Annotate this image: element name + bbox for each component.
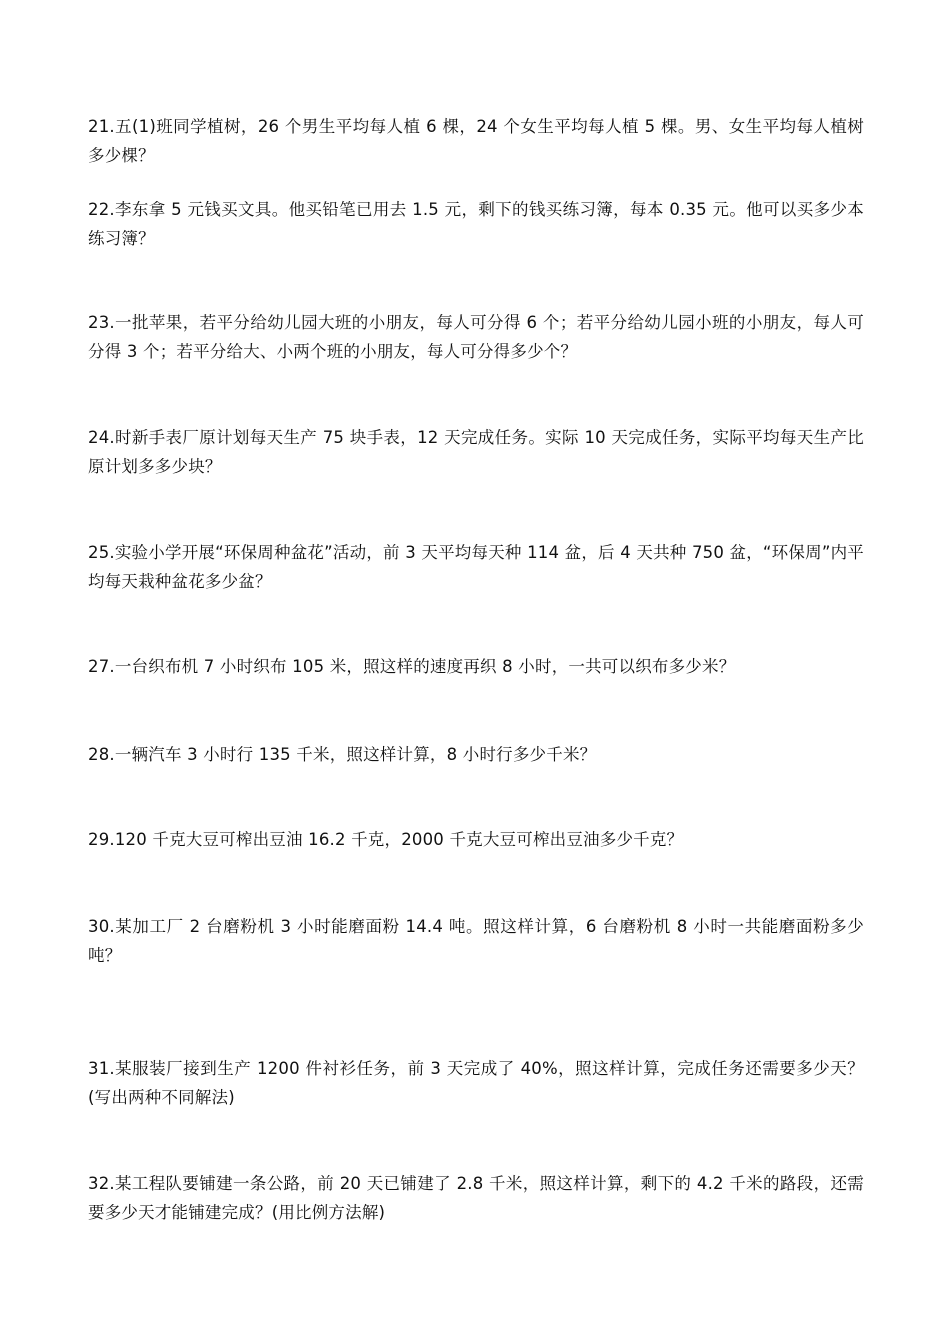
problem-29: 29.120 千克大豆可榨出豆油 16.2 千克，2000 千克大豆可榨出豆油多少千克？	[88, 830, 684, 849]
problem-22: 22.李东拿 5 元钱买文具。他买铅笔已用去 1.5 元，剩下的钱买练习簿，每本 0.35 元。他可以买多少本练习簿？	[88, 200, 864, 248]
problem-21: 21.五(1)班同学植树，26 个男生平均每人植 6 棵，24 个女生平均每人植 5 棵。男、女生平均每人植树多少棵？	[88, 117, 864, 165]
problem-24: 24.时新手表厂原计划每天生产 75 块手表，12 天完成任务。实际 10 天完成任务，实际平均每天生产比原计划多多少块？	[88, 428, 864, 476]
problem-30: 30.某加工厂 2 台磨粉机 3 小时能磨面粉 14.4 吨。照这样计算，6 台磨粉机 8 小时一共能磨面粉多少吨？	[88, 917, 864, 965]
problem-25: 25.实验小学开展“环保周种盆花”活动，前 3 天平均每天种 114 盆，后 4 天共种 750 盆，“环保周”内平均每天栽种盆花多少盆？	[88, 543, 864, 591]
problem-28: 28.一辆汽车 3 小时行 135 千米，照这样计算，8 小时行多少千米？	[88, 745, 597, 764]
problem-27: 27.一台织布机 7 小时织布 105 米，照这样的速度再织 8 小时，一共可以织布多少米？	[88, 657, 736, 676]
problem-31: 31.某服装厂接到生产 1200 件衬衫任务，前 3 天完成了 40%，照这样计算，完成任务还需要多少天？(写出两种不同解法)	[88, 1059, 864, 1107]
problem-23: 23.一批苹果，若平分给幼儿园大班的小朋友，每人可分得 6 个；若平分给幼儿园小班的小朋友，每人可分得 3 个；若平分给大、小两个班的小朋友，每人可分得多少个？	[88, 313, 864, 361]
problem-32: 32.某工程队要铺建一条公路，前 20 天已铺建了 2.8 千米，照这样计算，剩下的 4.2 千米的路段，还需要多少天才能铺建完成？(用比例方法解)	[88, 1174, 864, 1222]
